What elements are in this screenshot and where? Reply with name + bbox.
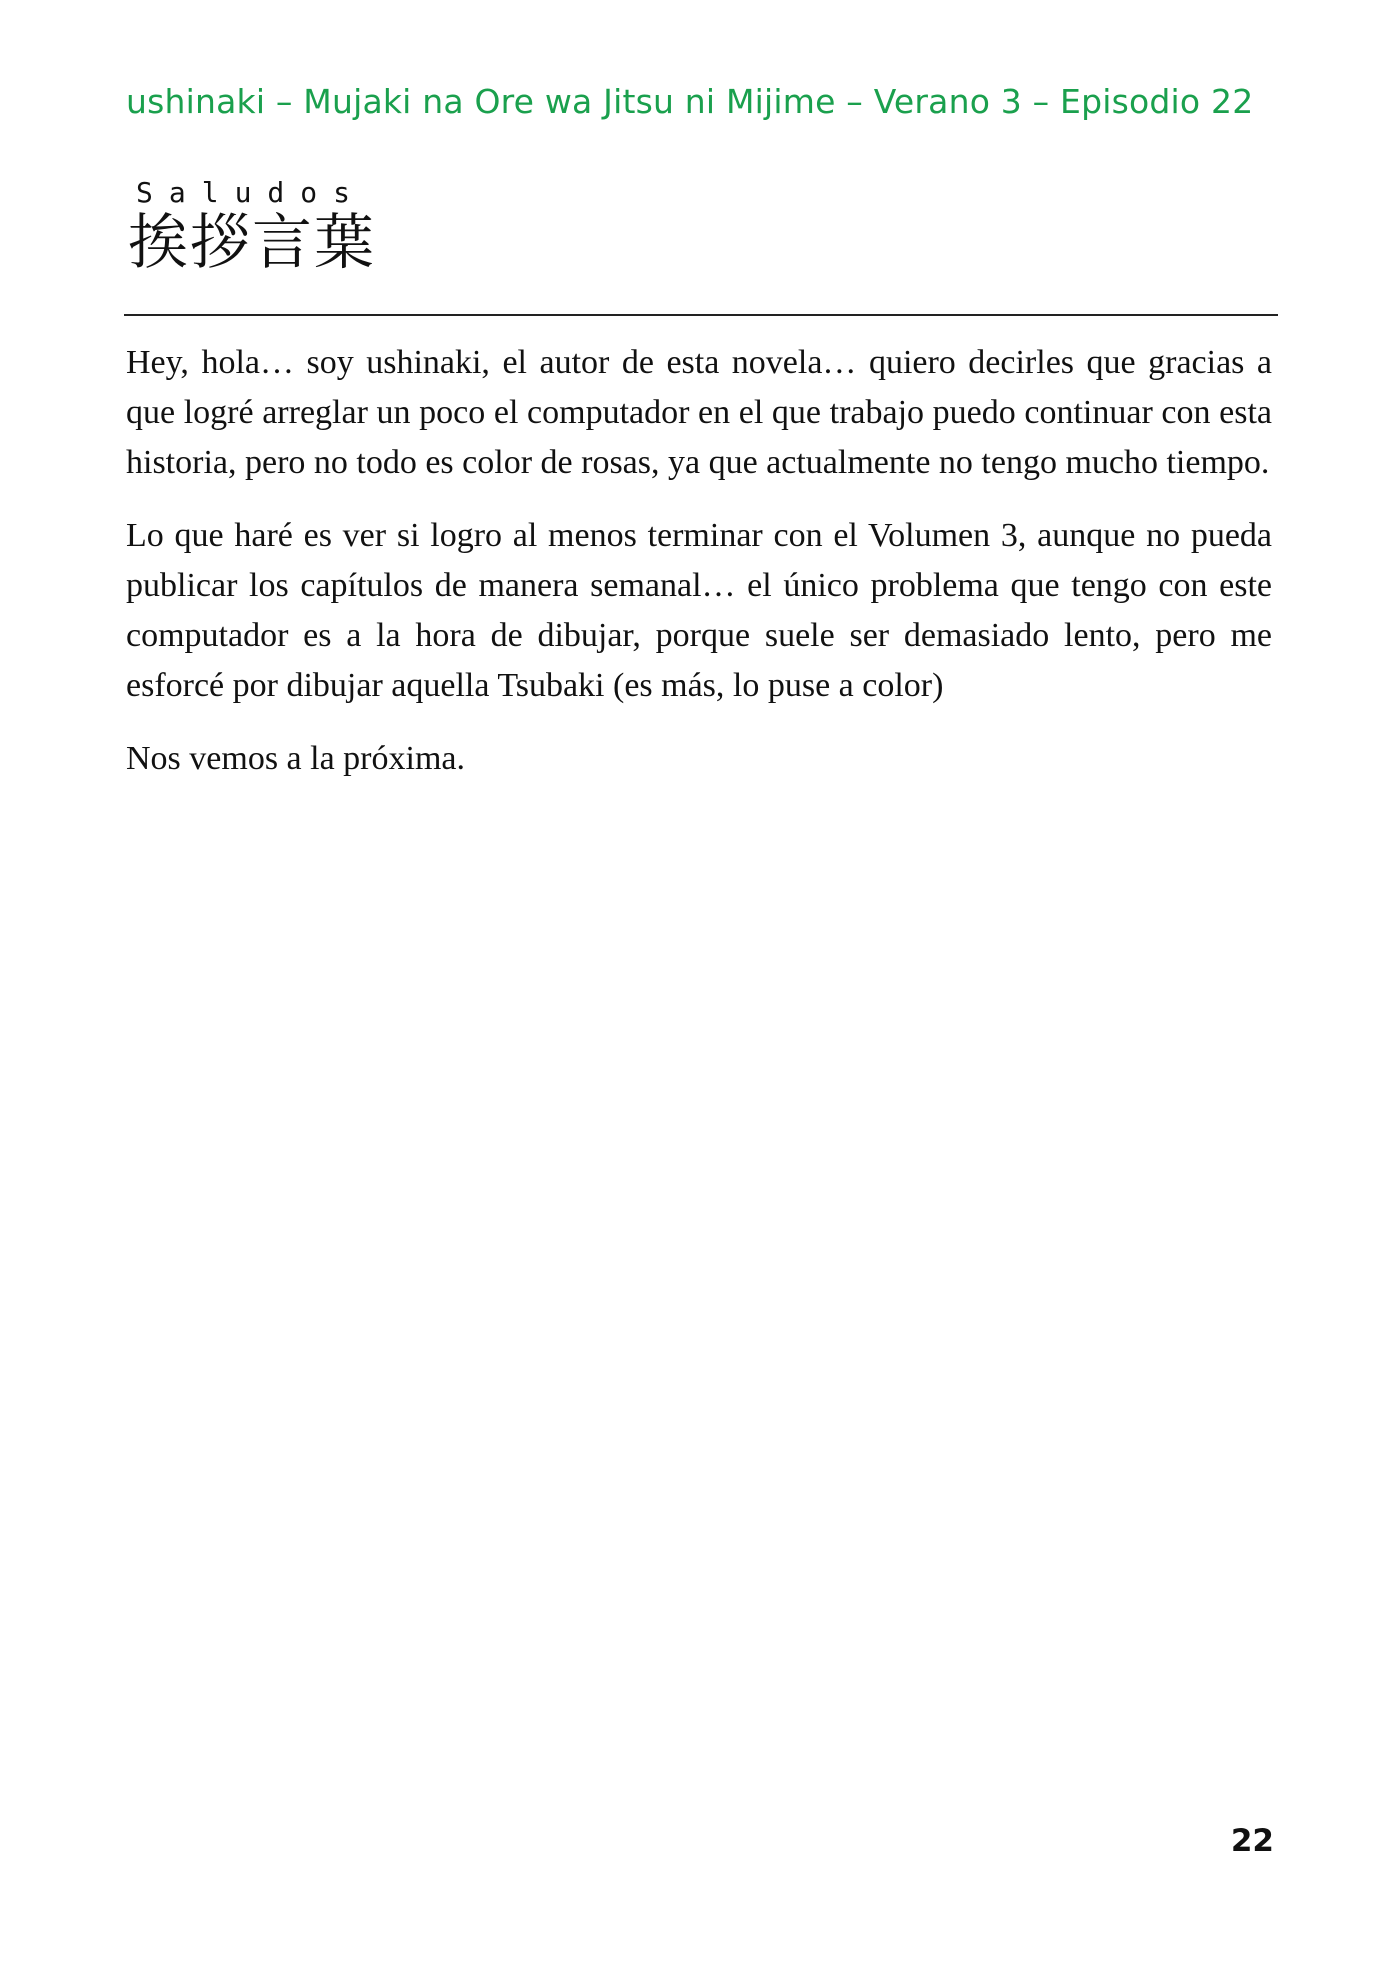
section-title: 挨拶言葉 <box>128 208 376 278</box>
title-divider <box>124 314 1278 316</box>
page-number: 22 <box>1230 1823 1274 1859</box>
running-header: ushinaki – Mujaki na Ore wa Jitsu ni Mijime – Verano 3 – Episodio 22 <box>126 82 1254 121</box>
section-ruby-reading: Saludos <box>136 176 367 209</box>
paragraph: Nos vemos a la próxima. <box>126 740 465 777</box>
paragraph: Lo que haré es ver si logro al menos terminar con el Volumen 3, aunque no pueda publicar los capítulos de manera semanal… el único problema que tengo con este computador es a la hora de dibujar, porque suele ser demasiado lento, pero me esforcé por dibujar aquella Tsubaki (es más, lo puse a color) <box>126 517 1272 704</box>
body-text <box>126 338 1272 807</box>
paragraph: Hey, hola… soy ushinaki, el autor de esta novela… quiero decirles que gracias a que logré arreglar un poco el computador en el que trabajo puedo continuar con esta historia, pero no todo es color de rosas, ya que actualmente no tengo mucho tiempo. <box>126 344 1272 481</box>
section-heading <box>128 176 388 276</box>
